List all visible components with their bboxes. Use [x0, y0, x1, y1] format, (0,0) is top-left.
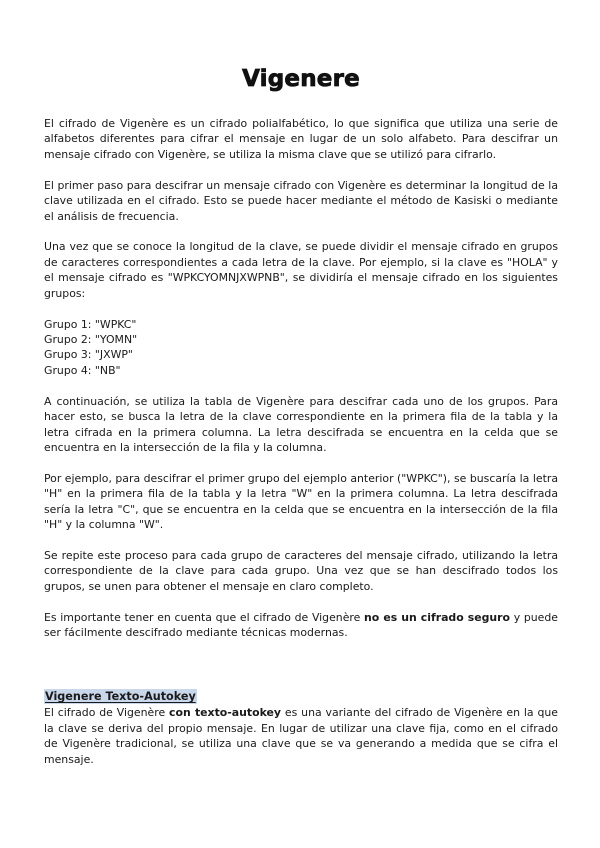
group-item: Grupo 2: "YOMN" — [44, 332, 138, 346]
security-note-bold: no es un cifrado seguro — [364, 610, 510, 624]
paragraph-groups-intro: Una vez que se conoce la longitud de la clave, se puede dividir el mensaje cifrado en grupos de caracteres correspondientes a cada letra de la clave. Por ejemplo, si la clave es "HOLA" y el mensaje cifrado es "WPKCYOMNJXWPNB", se dividiría el mensaje cifrado en los siguientes grupos: — [44, 240, 558, 300]
paragraph-table-usage: A continuación, se utiliza la tabla de Vigenère para descifrar cada uno de los grupos. Para hacer esto, se busca la letra de la clave correspondiente en la primera fila de la tabla y la letra cifrada en la primera columna. La letra descifrada se encuentra en la celda que se encuentra en la intersección de la fila y la columna. — [44, 394, 558, 454]
autokey-text-end: es una variante del cifrado de Vigenère en la que la clave se deriva del propio mensaje. En lugar de utilizar una clave fija, como en el cifrado de Vigenère tradicional, se utiliza una clave que se va generando a medida que se cifra el mensaje. — [44, 706, 558, 766]
group-item: Grupo 3: "JXWP" — [44, 348, 133, 362]
autokey-bold: con texto-autokey — [169, 706, 282, 720]
paragraph-intro: El cifrado de Vigenère es un cifrado polialfabético, lo que significa que utiliza una serie de alfabetos diferentes para cifrar el mensaje en lugar de un solo alfabeto. Para descifrar un mensaje cifrado con Vigenère, se utiliza la misma clave que se utilizó para cifrarlo. — [44, 117, 558, 161]
page-title: Vigenere — [242, 66, 360, 92]
group-item: Grupo 4: "NB" — [44, 363, 121, 377]
security-note-text-end: y puede ser fácilmente descifrado mediante técnicas modernas. — [44, 610, 558, 640]
paragraph-key-length: El primer paso para descifrar un mensaje cifrado con Vigenère es determinar la longitud de la clave utilizada en el cifrado. Esto se puede hacer mediante el método de Kasiski o mediante el análisis de frecuencia. — [44, 178, 558, 223]
paragraph-repeat: Se repite este proceso para cada grupo de caracteres del mensaje cifrado, utilizando la letra correspondiente de la clave para cada grupo. Una vez que se han descifrado todos los grupos, se unen para obtener el mensaje en claro completo. — [44, 548, 558, 593]
paragraph-autokey — [44, 705, 558, 767]
groups-list — [44, 317, 558, 379]
group-item: Grupo 1: "WPKC" — [44, 317, 137, 331]
section-heading-autokey: Vigenere Texto-Autokey — [45, 689, 196, 703]
autokey-text: El cifrado de Vigenère — [44, 706, 170, 720]
paragraph-security-note — [44, 610, 558, 641]
security-note-text: Es importante tener en cuenta que el cifrado de Vigenère — [44, 610, 365, 624]
paragraph-example: Por ejemplo, para descifrar el primer grupo del ejemplo anterior ("WPKC"), se buscaría la letra "H" en la primera fila de la tabla y la letra "W" en la primera columna. La letra descifrada sería la letra "C", que se encuentra en la celda que se encuentra en la intersección de la fila "H" y la columna "W". — [44, 471, 558, 532]
document-content — [44, 116, 558, 783]
